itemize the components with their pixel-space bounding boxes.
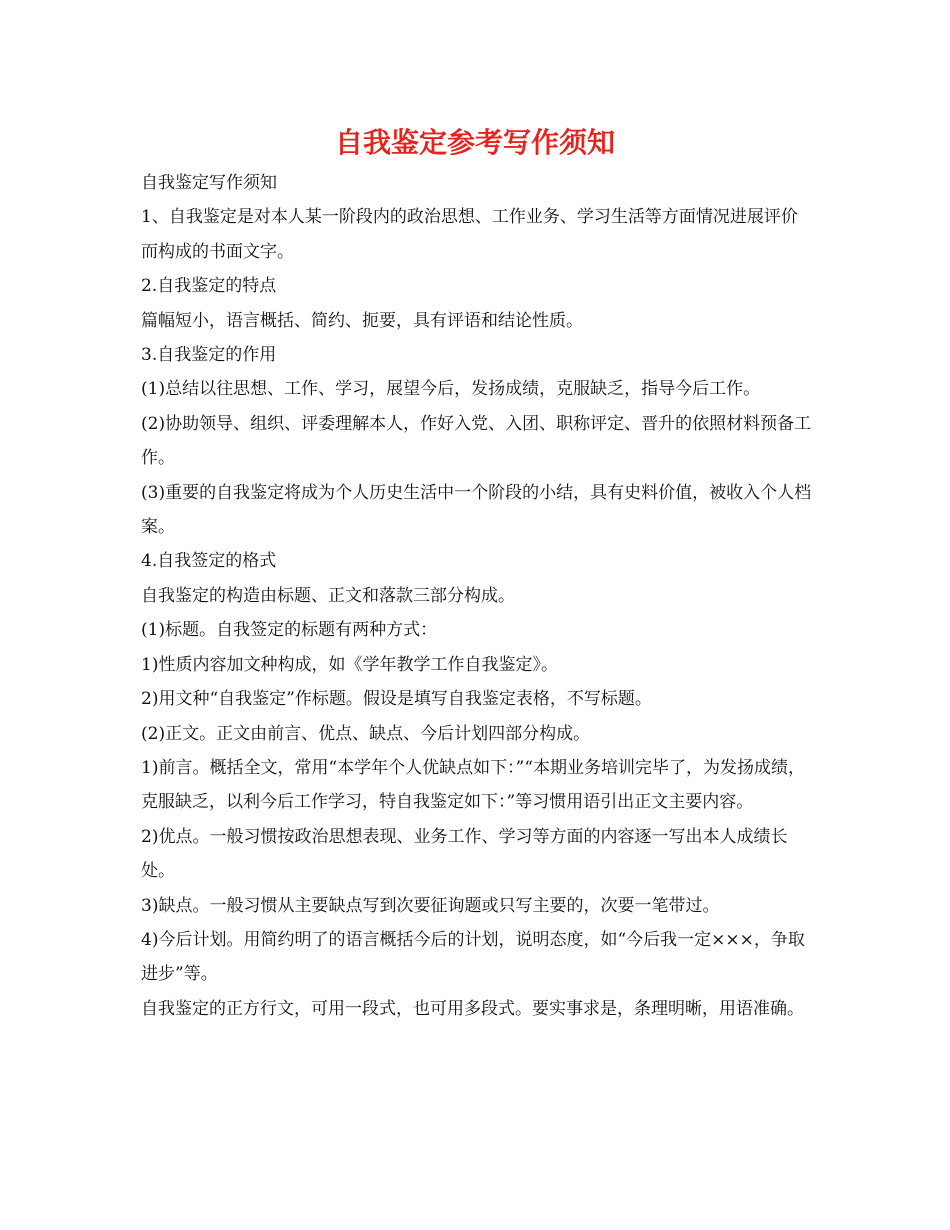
list-item-body: (2)正文。正文由前言、优点、缺点、今后计划四部分构成。 [141,723,591,744]
list-item-weaknesses: 3)缺点。一般习惯从主要缺点写到次要征询题或只写主要的，次要一笔带过。 [141,895,720,916]
list-item-plan: 4)今后计划。用简约明了的语言概括今后的计划，说明态度，如“今后我一定×××，争取进步”等。 [141,929,805,985]
list-item-strengths: 2)优点。一般习惯按政治思想表现、业务工作、学习等方面的内容逐一写出本人成绩长处。 [141,826,788,882]
list-item-function-3: (3)重要的自我鉴定将成为个人历史生活中一个阶段的小结，具有史料价值，被收入个人档案。 [141,482,812,538]
section-heading-functions: 3.自我鉴定的作用 [141,345,277,366]
paragraph-closing: 自我鉴定的正方行文，可用一段式，也可用多段式。要实事求是，条理明晰，用语准确。 [141,998,804,1019]
document-title: 自我鉴定参考写作须知 [334,126,615,159]
list-item-title-2: 2)用文种“自我鉴定”作标题。假设是填写自我鉴定表格，不写标题。 [141,689,652,710]
list-item-title-1: 1)性质内容加文种构成，如《学年教学工作自我鉴定》。 [141,654,558,675]
section-heading-features: 2.自我鉴定的特点 [141,276,277,297]
paragraph-heading: 自我鉴定写作须知 [141,173,277,193]
list-item-function-1: (1)总结以往思想、工作、学习，展望今后，发扬成绩，克服缺乏，指导今后工作。 [141,379,761,400]
paragraph-definition: 1、自我鉴定是对本人某一阶段内的政治思想、工作业务、学习生活等方面情况进展评价而构成的书面文字。 [141,207,798,262]
list-item-title: (1)标题。自我签定的标题有两种方式： [141,620,438,641]
document-body [141,166,813,1026]
paragraph-features: 篇幅短小，语言概括、简约、扼要，具有评语和结论性质。 [141,310,583,331]
list-item-preface: 1)前言。概括全文，常用“本学年个人优缺点如下：”“本期业务培训完毕了，为发扬成绩，克服缺乏，以利今后工作学习，特自我鉴定如下：”等习惯用语引出正文主要内容。 [141,757,806,813]
list-item-function-2: (2)协助领导、组织、评委理解本人，作好入党、入团、职称评定、晋升的依照材料预备工作。 [141,413,812,469]
paragraph-structure: 自我鉴定的构造由标题、正文和落款三部分构成。 [141,585,515,606]
section-heading-format: 4.自我签定的格式 [141,551,277,572]
